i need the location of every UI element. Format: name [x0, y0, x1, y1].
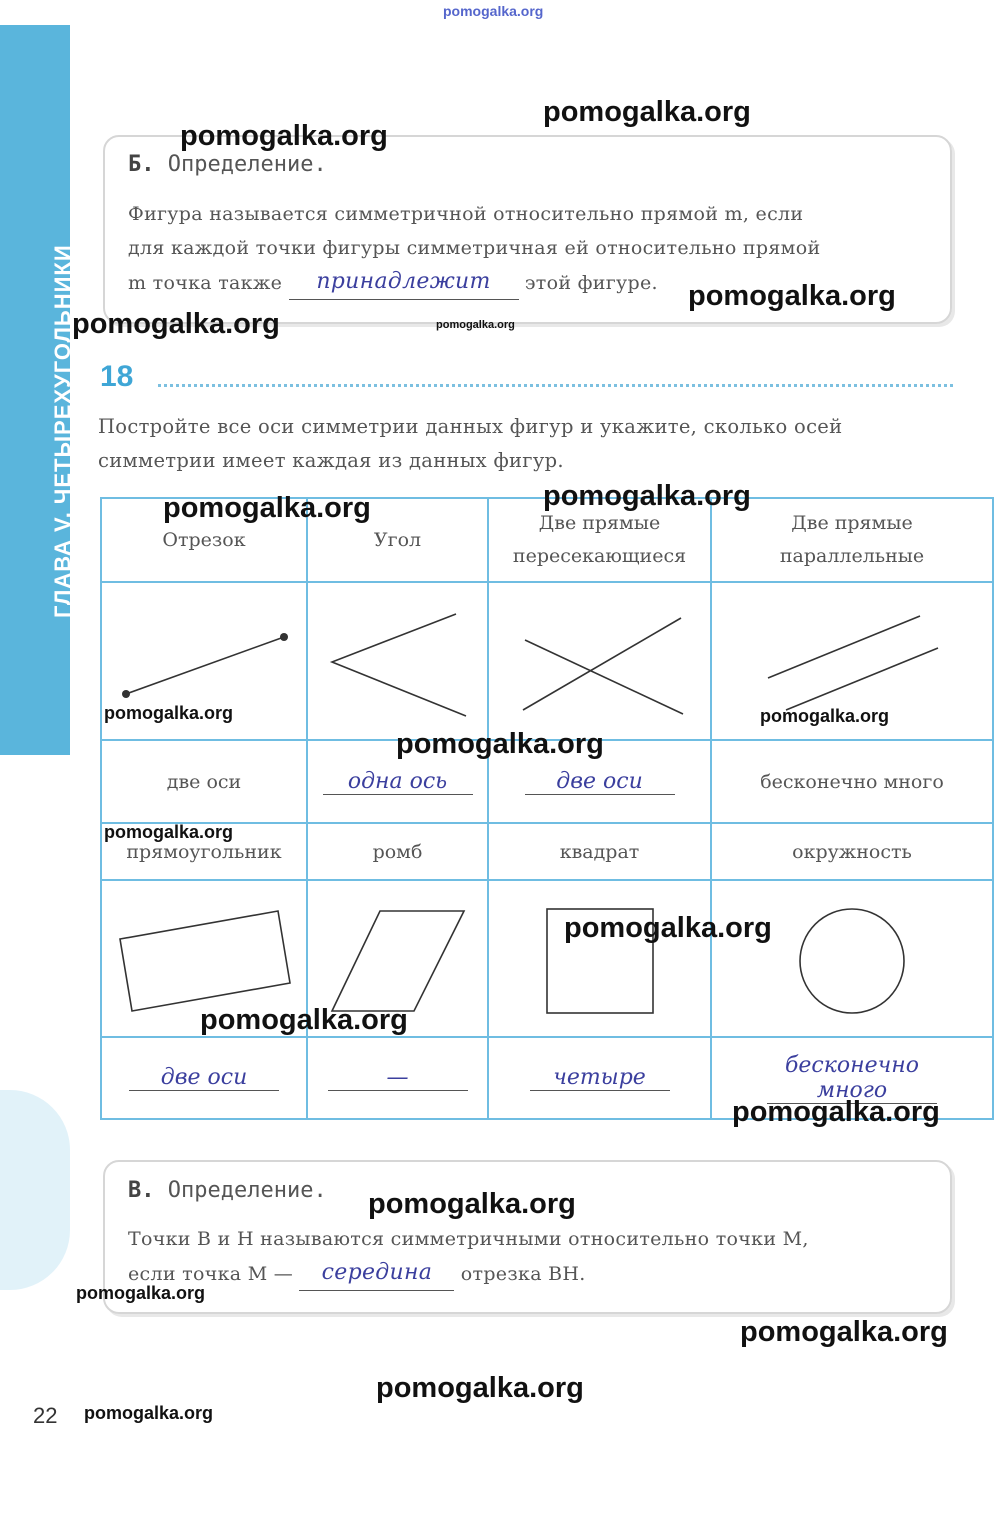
watermark: pomogalka.org	[564, 912, 772, 944]
definition-v-answer-blank[interactable]	[299, 1256, 454, 1291]
watermark: pomogalka.org	[760, 706, 890, 726]
page-number: 22	[33, 1403, 58, 1428]
watermark: pomogalka.org	[163, 492, 371, 524]
answer-cell-segment: две оси	[101, 740, 307, 823]
definition-v-line2-start: если точка M —	[128, 1263, 294, 1285]
table-header-cell: Две прямые пересекающиеся	[488, 498, 711, 582]
circle-figure	[734, 881, 970, 1031]
watermark: pomogalka.org	[688, 280, 896, 312]
definition-v-line2	[128, 1256, 928, 1291]
table-header-cell: Угол	[307, 498, 488, 582]
definition-b-word: Определение.	[167, 152, 327, 177]
watermark: pomogalka.org	[72, 308, 280, 340]
answer-square: четыре	[530, 1065, 670, 1091]
definition-b-letter: Б.	[128, 152, 155, 177]
answer-cell-rhombus[interactable]	[307, 1037, 488, 1119]
watermark: pomogalka.org	[104, 703, 234, 723]
watermark: pomogalka.org	[76, 1283, 206, 1303]
table-header-cell: ромб	[307, 823, 488, 880]
figure-cell-square	[488, 880, 711, 1037]
answer-cell-parallel: бесконечно много	[711, 740, 993, 823]
definition-v-title	[128, 1178, 327, 1203]
task-text: Постройте все оси симметрии данных фигур и укажите, сколько осей симметрии имеет каждая из данных фигур.	[98, 415, 843, 472]
task-dotted-rule	[158, 384, 953, 387]
angle-figure	[310, 584, 485, 734]
figure-cell-angle	[307, 582, 488, 740]
answer-cell-rectangle[interactable]	[101, 1037, 307, 1119]
answer-cell-square[interactable]	[488, 1037, 711, 1119]
definition-b-answer: принадлежит	[316, 269, 491, 294]
definition-v-letter: В.	[128, 1178, 155, 1203]
table-header-cell: Отрезок	[101, 498, 307, 582]
definition-v-line2-end: отрезка BH.	[460, 1263, 586, 1285]
intersecting-lines-figure	[491, 584, 708, 734]
chapter-title: ГЛАВА V. ЧЕТЫРЕХУГОЛЬНИКИ	[50, 244, 75, 618]
definition-b-title	[128, 152, 327, 177]
answer-angle: одна ось	[323, 769, 473, 795]
watermark: pomogalka.org	[368, 1188, 576, 1220]
watermark: pomogalka.org	[200, 1004, 408, 1036]
watermark: pomogalka.org	[84, 1403, 214, 1423]
definition-b-line3-start: m точка также	[128, 272, 283, 294]
square-figure	[491, 881, 708, 1031]
definition-v-answer: середина	[321, 1260, 433, 1285]
definition-b-line3-end: этой фигуре.	[524, 272, 658, 294]
watermark: pomogalka.org	[543, 480, 751, 512]
definition-b-line1: Фигура называется симметричной относительно прямой m, если	[128, 203, 804, 225]
watermark: pomogalka.org	[104, 822, 234, 842]
table-header-cell: окружность	[711, 823, 993, 880]
figure-cell-intersecting	[488, 582, 711, 740]
watermark: pomogalka.org	[740, 1316, 948, 1348]
definition-b-line2: для каждой точки фигуры симметричная ей относительно прямой	[128, 237, 821, 259]
definition-v-word: Определение.	[167, 1178, 327, 1203]
watermark: pomogalka.org	[543, 96, 751, 128]
definition-b-answer-blank[interactable]	[289, 265, 519, 300]
answer-intersecting: две оси	[525, 769, 675, 795]
watermark: pomogalka.org	[396, 728, 604, 760]
watermark: pomogalka.org	[180, 120, 388, 152]
task-number: 18	[100, 360, 134, 393]
figure-cell-circle	[711, 880, 993, 1037]
watermark: pomogalka.org	[436, 319, 515, 331]
definition-v-line1: Точки B и H называются симметричными относительно точки M,	[128, 1228, 809, 1250]
table-header-cell: прямоугольник	[101, 823, 307, 880]
answer-circle: бесконечно много	[767, 1053, 937, 1104]
table-header-cell: Две прямые параллельные	[711, 498, 993, 582]
watermark: pomogalka.org	[732, 1096, 940, 1128]
spine-decoration	[0, 1090, 70, 1290]
answer-rectangle: две оси	[129, 1065, 279, 1091]
definition-v-text	[128, 1222, 928, 1291]
table-header-cell: квадрат	[488, 823, 711, 880]
table-row-headers-2	[101, 823, 993, 880]
watermark: pomogalka.org	[376, 1372, 584, 1404]
answer-rhombus: —	[328, 1065, 468, 1091]
site-header-link[interactable]: pomogalka.org	[443, 3, 544, 19]
